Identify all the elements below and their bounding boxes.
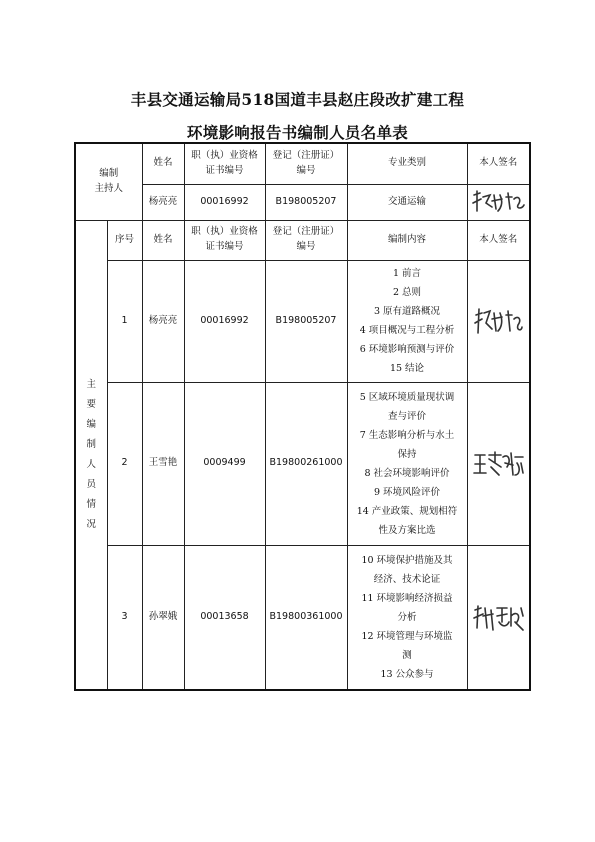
staff-roster-table <box>74 142 531 691</box>
host-header-reg-line2: 编号 <box>296 164 316 176</box>
host-header-row <box>75 143 530 184</box>
host-name: 杨亮亮 <box>142 184 184 220</box>
host-signature-image <box>470 189 526 215</box>
staff-cert-no: 00013658 <box>184 545 265 690</box>
staff-name: 杨亮亮 <box>142 260 184 382</box>
content-line: 11 环境影响经济损益 <box>361 592 453 604</box>
staff-name: 孙翠娥 <box>142 545 184 690</box>
content-line: 保持 <box>397 448 417 460</box>
staff-index: 1 <box>107 260 142 382</box>
host-section-label-line2: 主持人 <box>94 182 124 194</box>
content-line: 7 生态影响分析与水土 <box>359 429 455 441</box>
staff-signature <box>467 545 530 690</box>
staff-reg-no: B198005207 <box>265 260 347 382</box>
content-line: 9 环境风险评价 <box>373 486 441 498</box>
content-line: 3 原有道路概况 <box>373 306 441 317</box>
staff-header-name: 姓名 <box>142 220 184 260</box>
staff-index: 3 <box>107 545 142 690</box>
staff-name: 王雪艳 <box>142 382 184 545</box>
content-line: 分析 <box>397 611 417 623</box>
staff-cert-no: 00016992 <box>184 260 265 382</box>
content-line: 2 总则 <box>392 287 422 298</box>
host-reg-no: B198005207 <box>265 184 347 220</box>
staff-signature-image <box>471 449 525 479</box>
staff-signature-image <box>471 602 525 632</box>
content-line: 5 区域环境质量现状调 <box>359 391 455 403</box>
staff-section-label <box>75 220 107 690</box>
content-line: 测 <box>402 649 412 661</box>
content-line: 14 产业政策、规划相符 <box>356 505 458 517</box>
staff-header-reg-line1: 登记（注册证） <box>272 226 340 238</box>
staff-content <box>347 382 467 545</box>
host-data-row <box>75 184 530 220</box>
staff-header-reg <box>265 220 347 260</box>
staff-section-label-text: 主要编制人员情况 <box>86 378 96 530</box>
content-line: 10 环境保护措施及其 <box>361 554 453 566</box>
host-header-category: 专业类别 <box>347 143 467 184</box>
host-header-name: 姓名 <box>142 143 184 184</box>
host-header-signature: 本人签名 <box>467 143 530 184</box>
content-line: 查与评价 <box>388 410 427 422</box>
staff-row <box>75 260 530 382</box>
staff-reg-no: B19800361000 <box>265 545 347 690</box>
staff-header-reg-line2: 编号 <box>296 241 316 252</box>
staff-row <box>75 382 530 545</box>
content-line: 12 环境管理与环境监 <box>361 630 453 642</box>
document-title-line1: 丰县交通运输局518国道丰县赵庄段改扩建工程 <box>130 90 465 109</box>
host-header-cert <box>184 143 265 184</box>
staff-header-signature: 本人签名 <box>467 220 530 260</box>
staff-header-content: 编制内容 <box>347 220 467 260</box>
staff-cert-no: 0009499 <box>184 382 265 545</box>
staff-header-cert <box>184 220 265 260</box>
staff-content <box>347 260 467 382</box>
content-line: 1 前言 <box>392 268 422 279</box>
host-cert-no: 00016992 <box>184 184 265 220</box>
host-header-cert-line2: 证书编号 <box>205 164 244 176</box>
content-line: 15 结论 <box>389 363 425 374</box>
content-line: 8 社会环境影响评价 <box>364 467 450 479</box>
host-header-reg-line1: 登记（注册证） <box>272 150 340 162</box>
staff-header-cert-line1: 职（执）业资格 <box>191 226 258 238</box>
content-line: 13 公众参与 <box>380 668 434 680</box>
content-line: 6 环境影响预测与评价 <box>359 344 455 355</box>
document-title-line2: 环境影响报告书编制人员名单表 <box>186 123 409 142</box>
staff-reg-no: B19800261000 <box>265 382 347 545</box>
staff-header-cert-line2: 证书编号 <box>205 241 244 252</box>
staff-signature <box>467 260 530 382</box>
content-line: 经济、技术论证 <box>373 573 441 585</box>
host-section-label-line1: 编制 <box>99 168 119 180</box>
staff-header-index: 序号 <box>107 220 142 260</box>
staff-signature-image <box>472 305 524 337</box>
staff-signature <box>467 382 530 545</box>
host-signature <box>467 184 530 220</box>
staff-header-row <box>75 220 530 260</box>
content-line: 4 项目概况与工程分析 <box>359 325 455 336</box>
staff-row <box>75 545 530 690</box>
host-category: 交通运输 <box>347 184 467 220</box>
host-header-cert-line1: 职（执）业资格 <box>191 150 258 162</box>
staff-index: 2 <box>107 382 142 545</box>
host-section-label <box>75 143 142 220</box>
staff-content <box>347 545 467 690</box>
content-line: 性及方案比选 <box>378 524 436 536</box>
host-header-reg <box>265 143 347 184</box>
